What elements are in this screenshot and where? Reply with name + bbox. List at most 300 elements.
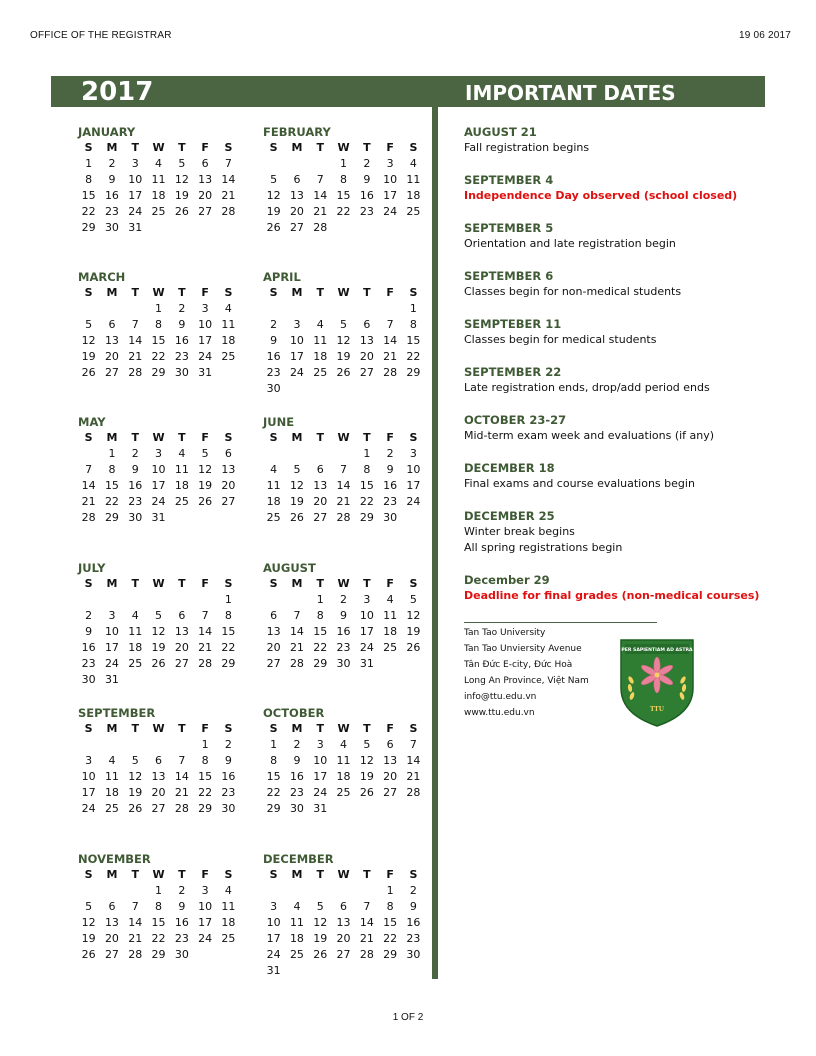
important-dates-list bbox=[464, 124, 764, 620]
day-cell: 16 bbox=[128, 479, 143, 492]
day-cell: 6 bbox=[155, 754, 163, 767]
day-cell: 28 bbox=[198, 657, 213, 670]
day-cell: 2 bbox=[224, 738, 232, 751]
empty-cell bbox=[193, 592, 216, 608]
month-january bbox=[77, 124, 242, 236]
day-cell: 22 bbox=[266, 786, 281, 799]
empty-cell bbox=[147, 737, 170, 753]
address-line: Long An Province, Việt Nam bbox=[464, 676, 589, 686]
day-cell: 23 bbox=[289, 786, 304, 799]
month-days-grid bbox=[262, 140, 427, 236]
day-cell: 11 bbox=[383, 609, 398, 622]
weekday-header: T bbox=[363, 577, 371, 590]
day-cell: 7 bbox=[131, 900, 139, 913]
event-description: Orientation and late registration begin bbox=[464, 237, 676, 250]
day-cell: 19 bbox=[198, 479, 213, 492]
day-cell: 7 bbox=[178, 754, 186, 767]
day-cell: 8 bbox=[155, 318, 163, 331]
day-cell: 28 bbox=[359, 948, 374, 961]
day-cell: 15 bbox=[383, 916, 398, 929]
day-cell: 17 bbox=[198, 334, 213, 347]
day-cell: 14 bbox=[313, 189, 328, 202]
weekday-header: T bbox=[131, 286, 139, 299]
day-cell: 12 bbox=[336, 334, 351, 347]
day-cell: 19 bbox=[313, 932, 328, 945]
address-line: Tan Tao University bbox=[464, 628, 546, 638]
event-date: AUGUST 21 bbox=[464, 125, 537, 139]
day-cell: 17 bbox=[289, 350, 304, 363]
day-cell: 5 bbox=[363, 738, 371, 751]
event-date: OCTOBER 23-27 bbox=[464, 413, 567, 427]
day-cell: 10 bbox=[104, 625, 119, 638]
day-cell: 29 bbox=[266, 802, 281, 815]
day-cell: 6 bbox=[178, 609, 186, 622]
office-header: OFFICE OF THE REGISTRAR bbox=[30, 30, 172, 41]
day-cell: 12 bbox=[289, 479, 304, 492]
day-cell: 6 bbox=[386, 738, 394, 751]
weekday-header: T bbox=[178, 868, 186, 881]
month-december bbox=[262, 851, 427, 979]
day-cell: 6 bbox=[316, 463, 324, 476]
event-date: SEPTEMBER 6 bbox=[464, 269, 554, 283]
day-cell: 3 bbox=[201, 302, 209, 315]
day-cell: 29 bbox=[221, 657, 236, 670]
university-logo-icon bbox=[617, 636, 697, 728]
empty-cell bbox=[332, 883, 355, 899]
day-cell: 24 bbox=[198, 932, 213, 945]
empty-cell bbox=[124, 592, 147, 608]
month-days-grid bbox=[262, 430, 427, 526]
day-cell: 19 bbox=[359, 770, 374, 783]
day-cell: 4 bbox=[178, 447, 186, 460]
day-cell: 28 bbox=[81, 511, 96, 524]
day-cell: 24 bbox=[128, 205, 143, 218]
day-cell: 10 bbox=[128, 173, 143, 186]
weekday-header: T bbox=[131, 722, 139, 735]
day-cell: 5 bbox=[85, 318, 93, 331]
month-days-grid bbox=[262, 867, 427, 979]
day-cell: 7 bbox=[224, 157, 232, 170]
day-cell: 30 bbox=[406, 948, 421, 961]
day-cell: 27 bbox=[336, 948, 351, 961]
day-cell: 1 bbox=[316, 593, 324, 606]
weekday-header: S bbox=[269, 286, 278, 299]
day-cell: 11 bbox=[221, 318, 236, 331]
month-name: SEPTEMBER bbox=[78, 706, 156, 720]
day-cell: 10 bbox=[81, 770, 96, 783]
day-cell: 3 bbox=[386, 157, 394, 170]
day-cell: 11 bbox=[266, 479, 281, 492]
weekday-header: T bbox=[316, 722, 324, 735]
day-cell: 16 bbox=[383, 479, 398, 492]
weekday-header: T bbox=[178, 286, 186, 299]
event-date: DECEMBER 18 bbox=[464, 461, 555, 475]
day-cell: 7 bbox=[363, 900, 371, 913]
day-cell: 31 bbox=[198, 366, 213, 379]
month-days-grid bbox=[77, 140, 242, 236]
day-cell: 29 bbox=[383, 948, 398, 961]
day-cell: 25 bbox=[289, 948, 304, 961]
month-days-grid bbox=[262, 721, 427, 817]
address-line: Tan Tao Unviersity Avenue bbox=[464, 644, 582, 654]
empty-cell bbox=[100, 883, 123, 899]
empty-cell bbox=[262, 592, 285, 608]
day-cell: 15 bbox=[266, 770, 281, 783]
day-cell: 23 bbox=[383, 495, 398, 508]
day-cell: 13 bbox=[221, 463, 236, 476]
day-cell: 30 bbox=[128, 511, 143, 524]
weekday-header: F bbox=[386, 141, 394, 154]
day-cell: 29 bbox=[359, 511, 374, 524]
day-cell: 22 bbox=[198, 786, 213, 799]
day-cell: 4 bbox=[108, 754, 116, 767]
day-cell: 31 bbox=[359, 657, 374, 670]
day-cell: 23 bbox=[221, 786, 236, 799]
day-cell: 16 bbox=[174, 916, 189, 929]
column-divider bbox=[432, 106, 438, 979]
day-cell: 9 bbox=[270, 334, 278, 347]
day-cell: 23 bbox=[174, 350, 189, 363]
day-cell: 12 bbox=[198, 463, 213, 476]
day-cell: 14 bbox=[128, 916, 143, 929]
day-cell: 23 bbox=[104, 205, 119, 218]
day-cell: 27 bbox=[221, 495, 236, 508]
empty-cell bbox=[262, 446, 285, 462]
day-cell: 25 bbox=[128, 657, 143, 670]
day-cell: 5 bbox=[340, 318, 348, 331]
day-cell: 2 bbox=[363, 157, 371, 170]
day-cell: 23 bbox=[336, 641, 351, 654]
day-cell: 30 bbox=[81, 673, 96, 686]
day-cell: 7 bbox=[386, 318, 394, 331]
event-description: Mid-term exam week and evaluations (if any) bbox=[464, 429, 715, 442]
month-july bbox=[77, 560, 242, 688]
day-cell: 10 bbox=[313, 754, 328, 767]
day-cell: 15 bbox=[198, 770, 213, 783]
day-cell: 23 bbox=[266, 366, 281, 379]
month-name: DECEMBER bbox=[263, 852, 334, 866]
day-cell: 17 bbox=[81, 786, 96, 799]
day-cell: 13 bbox=[151, 770, 166, 783]
day-cell: 27 bbox=[174, 657, 189, 670]
event-item bbox=[464, 412, 764, 444]
weekday-header: W bbox=[337, 141, 350, 154]
day-cell: 1 bbox=[386, 884, 394, 897]
month-march bbox=[77, 269, 242, 381]
day-cell: 25 bbox=[221, 932, 236, 945]
day-cell: 21 bbox=[289, 641, 304, 654]
month-name: FEBRUARY bbox=[263, 125, 331, 139]
day-cell: 14 bbox=[128, 334, 143, 347]
empty-cell bbox=[147, 592, 170, 608]
month-june bbox=[262, 414, 427, 526]
day-cell: 11 bbox=[289, 916, 304, 929]
weekday-header: S bbox=[409, 431, 418, 444]
day-cell: 21 bbox=[221, 189, 236, 202]
weekday-header: F bbox=[386, 431, 394, 444]
event-description: Winter break begins bbox=[464, 525, 575, 538]
month-name: JUNE bbox=[263, 415, 295, 429]
day-cell: 19 bbox=[174, 189, 189, 202]
event-description: Classes begin for non-medical students bbox=[464, 285, 682, 298]
day-cell: 25 bbox=[406, 205, 421, 218]
important-dates-title: IMPORTANT DATES bbox=[465, 81, 676, 105]
weekday-header: T bbox=[131, 577, 139, 590]
logo-initials: TTU bbox=[650, 706, 664, 713]
day-cell: 29 bbox=[81, 221, 96, 234]
day-cell: 22 bbox=[81, 205, 96, 218]
day-cell: 21 bbox=[198, 641, 213, 654]
day-cell: 16 bbox=[336, 625, 351, 638]
day-cell: 10 bbox=[359, 609, 374, 622]
day-cell: 20 bbox=[313, 495, 328, 508]
day-cell: 13 bbox=[104, 334, 119, 347]
address-website: www.ttu.edu.vn bbox=[464, 708, 535, 718]
day-cell: 17 bbox=[104, 641, 119, 654]
weekday-header: T bbox=[131, 431, 139, 444]
empty-cell bbox=[332, 446, 355, 462]
empty-cell bbox=[124, 737, 147, 753]
month-name: MAY bbox=[78, 415, 106, 429]
day-cell: 8 bbox=[340, 173, 348, 186]
day-cell: 21 bbox=[313, 205, 328, 218]
weekday-header: F bbox=[386, 722, 394, 735]
page-number: 1 OF 2 bbox=[392, 1012, 424, 1023]
day-cell: 28 bbox=[174, 802, 189, 815]
day-cell: 4 bbox=[340, 738, 348, 751]
day-cell: 3 bbox=[201, 884, 209, 897]
day-cell: 10 bbox=[151, 463, 166, 476]
day-cell: 28 bbox=[313, 221, 328, 234]
day-cell: 22 bbox=[359, 495, 374, 508]
empty-cell bbox=[170, 737, 193, 753]
day-cell: 15 bbox=[336, 189, 351, 202]
weekday-header: T bbox=[363, 868, 371, 881]
day-cell: 14 bbox=[174, 770, 189, 783]
day-cell: 30 bbox=[104, 221, 119, 234]
day-cell: 30 bbox=[174, 948, 189, 961]
day-cell: 4 bbox=[270, 463, 278, 476]
weekday-header: S bbox=[269, 431, 278, 444]
day-cell: 11 bbox=[313, 334, 328, 347]
empty-cell bbox=[100, 301, 123, 317]
day-cell: 13 bbox=[359, 334, 374, 347]
day-cell: 18 bbox=[174, 479, 189, 492]
day-cell: 11 bbox=[104, 770, 119, 783]
day-cell: 22 bbox=[383, 932, 398, 945]
day-cell: 31 bbox=[266, 964, 281, 977]
weekday-header: F bbox=[386, 577, 394, 590]
weekday-header: T bbox=[363, 141, 371, 154]
event-item bbox=[464, 460, 764, 492]
day-cell: 18 bbox=[336, 770, 351, 783]
day-cell: 19 bbox=[406, 625, 421, 638]
weekday-header: S bbox=[224, 141, 233, 154]
university-address bbox=[464, 625, 624, 721]
day-cell: 20 bbox=[198, 189, 213, 202]
day-cell: 1 bbox=[270, 738, 278, 751]
day-cell: 5 bbox=[85, 900, 93, 913]
day-cell: 26 bbox=[198, 495, 213, 508]
event-date: December 29 bbox=[464, 573, 550, 587]
day-cell: 26 bbox=[406, 641, 421, 654]
weekday-header: S bbox=[84, 868, 93, 881]
day-cell: 17 bbox=[151, 479, 166, 492]
day-cell: 15 bbox=[81, 189, 96, 202]
day-cell: 31 bbox=[128, 221, 143, 234]
day-cell: 2 bbox=[340, 593, 348, 606]
day-cell: 10 bbox=[198, 900, 213, 913]
day-cell: 14 bbox=[336, 479, 351, 492]
day-cell: 7 bbox=[409, 738, 417, 751]
day-cell: 17 bbox=[313, 770, 328, 783]
day-cell: 24 bbox=[81, 802, 96, 815]
day-cell: 27 bbox=[266, 657, 281, 670]
weekday-header: S bbox=[224, 577, 233, 590]
day-cell: 26 bbox=[336, 366, 351, 379]
day-cell: 6 bbox=[108, 900, 116, 913]
day-cell: 6 bbox=[340, 900, 348, 913]
day-cell: 9 bbox=[178, 318, 186, 331]
day-cell: 2 bbox=[409, 884, 417, 897]
day-cell: 15 bbox=[151, 916, 166, 929]
day-cell: 13 bbox=[198, 173, 213, 186]
weekday-header: T bbox=[178, 141, 186, 154]
weekday-header: T bbox=[131, 868, 139, 881]
empty-cell bbox=[100, 592, 123, 608]
day-cell: 27 bbox=[289, 221, 304, 234]
weekday-header: T bbox=[316, 868, 324, 881]
month-september bbox=[77, 705, 242, 817]
logo-motto: PER SAPIENTIAM AD ASTRA bbox=[621, 648, 693, 653]
weekday-header: S bbox=[269, 577, 278, 590]
month-name: AUGUST bbox=[263, 561, 316, 575]
day-cell: 15 bbox=[406, 334, 421, 347]
day-cell: 11 bbox=[336, 754, 351, 767]
day-cell: 17 bbox=[266, 932, 281, 945]
day-cell: 16 bbox=[221, 770, 236, 783]
day-cell: 16 bbox=[174, 334, 189, 347]
month-days-grid bbox=[77, 285, 242, 381]
day-cell: 15 bbox=[151, 334, 166, 347]
weekday-header: S bbox=[269, 722, 278, 735]
day-cell: 22 bbox=[313, 641, 328, 654]
empty-cell bbox=[77, 592, 100, 608]
weekday-header: W bbox=[337, 868, 350, 881]
day-cell: 4 bbox=[224, 302, 232, 315]
day-cell: 24 bbox=[151, 495, 166, 508]
day-cell: 22 bbox=[406, 350, 421, 363]
day-cell: 17 bbox=[128, 189, 143, 202]
day-cell: 10 bbox=[406, 463, 421, 476]
day-cell: 21 bbox=[406, 770, 421, 783]
day-cell: 23 bbox=[359, 205, 374, 218]
day-cell: 29 bbox=[104, 511, 119, 524]
day-cell: 20 bbox=[104, 350, 119, 363]
empty-cell bbox=[170, 592, 193, 608]
day-cell: 8 bbox=[386, 900, 394, 913]
day-cell: 16 bbox=[266, 350, 281, 363]
day-cell: 7 bbox=[201, 609, 209, 622]
day-cell: 14 bbox=[406, 754, 421, 767]
weekday-header: W bbox=[152, 722, 165, 735]
weekday-header: F bbox=[201, 722, 209, 735]
day-cell: 3 bbox=[409, 447, 417, 460]
day-cell: 1 bbox=[201, 738, 209, 751]
day-cell: 16 bbox=[359, 189, 374, 202]
weekday-header: T bbox=[363, 722, 371, 735]
weekday-header: T bbox=[178, 722, 186, 735]
day-cell: 22 bbox=[151, 932, 166, 945]
day-cell: 20 bbox=[151, 786, 166, 799]
day-cell: 30 bbox=[336, 657, 351, 670]
empty-cell bbox=[309, 883, 332, 899]
event-date: SEPTEMBER 4 bbox=[464, 173, 554, 187]
day-cell: 21 bbox=[174, 786, 189, 799]
day-cell: 27 bbox=[383, 786, 398, 799]
day-cell: 9 bbox=[108, 173, 116, 186]
day-cell: 8 bbox=[316, 609, 324, 622]
weekday-header: M bbox=[106, 141, 118, 154]
empty-cell bbox=[285, 446, 308, 462]
day-cell: 18 bbox=[266, 495, 281, 508]
day-cell: 4 bbox=[155, 157, 163, 170]
day-cell: 8 bbox=[224, 609, 232, 622]
day-cell: 26 bbox=[128, 802, 143, 815]
weekday-header: M bbox=[291, 141, 303, 154]
empty-cell bbox=[332, 301, 355, 317]
day-cell: 3 bbox=[131, 157, 139, 170]
day-cell: 29 bbox=[313, 657, 328, 670]
day-cell: 24 bbox=[359, 641, 374, 654]
day-cell: 27 bbox=[104, 366, 119, 379]
day-cell: 18 bbox=[104, 786, 119, 799]
weekday-header: T bbox=[363, 431, 371, 444]
day-cell: 3 bbox=[270, 900, 278, 913]
day-cell: 18 bbox=[221, 916, 236, 929]
weekday-header: S bbox=[224, 286, 233, 299]
day-cell: 26 bbox=[266, 221, 281, 234]
empty-cell bbox=[309, 301, 332, 317]
day-cell: 5 bbox=[178, 157, 186, 170]
day-cell: 12 bbox=[406, 609, 421, 622]
day-cell: 17 bbox=[359, 625, 374, 638]
day-cell: 2 bbox=[131, 447, 139, 460]
event-date: SEPTEMBER 5 bbox=[464, 221, 554, 235]
day-cell: 6 bbox=[270, 609, 278, 622]
day-cell: 5 bbox=[293, 463, 301, 476]
day-cell: 14 bbox=[81, 479, 96, 492]
day-cell: 24 bbox=[313, 786, 328, 799]
day-cell: 25 bbox=[174, 495, 189, 508]
weekday-header: S bbox=[84, 141, 93, 154]
month-days-grid bbox=[262, 576, 427, 672]
month-days-grid bbox=[77, 867, 242, 963]
day-cell: 13 bbox=[383, 754, 398, 767]
empty-cell bbox=[77, 301, 100, 317]
weekday-header: T bbox=[363, 286, 371, 299]
empty-cell bbox=[100, 737, 123, 753]
day-cell: 1 bbox=[85, 157, 93, 170]
weekday-header: S bbox=[409, 286, 418, 299]
day-cell: 10 bbox=[266, 916, 281, 929]
day-cell: 4 bbox=[131, 609, 139, 622]
day-cell: 18 bbox=[128, 641, 143, 654]
day-cell: 11 bbox=[174, 463, 189, 476]
event-item bbox=[464, 268, 764, 300]
event-item bbox=[464, 572, 764, 604]
day-cell: 5 bbox=[201, 447, 209, 460]
